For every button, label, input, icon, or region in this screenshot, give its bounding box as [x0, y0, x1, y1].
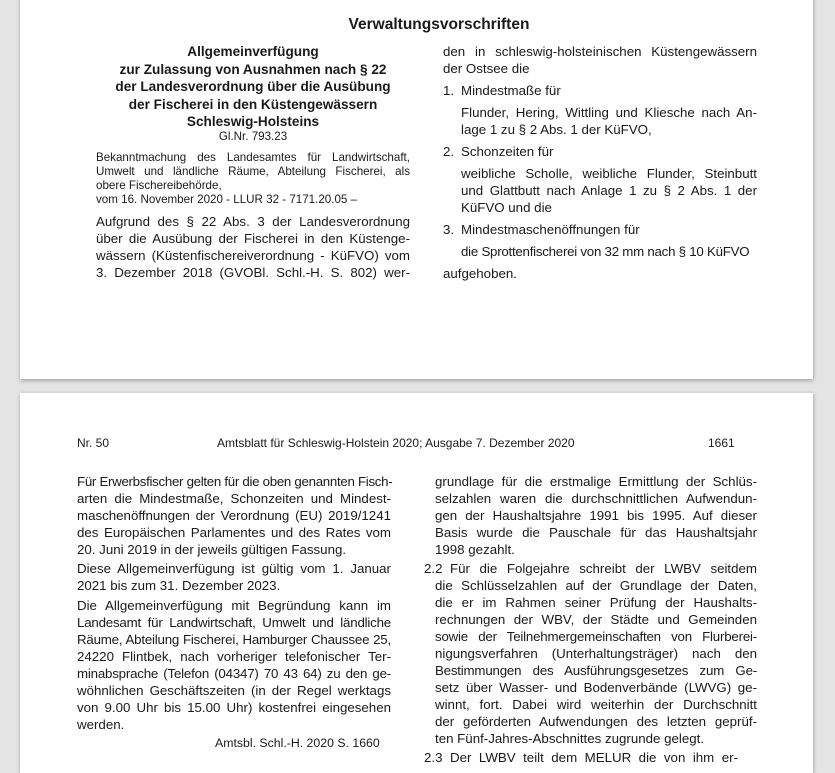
list-detail: weibliche Scholle, weibliche Flunder, Steinbutt [461, 166, 757, 181]
issue-number: Nr. 50 [77, 436, 110, 450]
body-line: arten die Mindestmaße, Schonzeiten und Mindest- [77, 491, 391, 506]
document-page-2 [20, 393, 813, 773]
page-number: 1661 [708, 436, 735, 450]
body-line: 1998 gezahlt. [435, 542, 515, 557]
document-page-1 [20, 0, 813, 379]
body-line: Der LWBV teilt dem MELUR die von ihm er- [450, 750, 738, 765]
body-line: wässern (Küstenfischereiverordnung - KüFVO) vom [96, 248, 410, 263]
body-line: die er im Rahmen seiner Prüfung der Haushalts- [435, 595, 757, 610]
body-line: grundlage für die erstmalige Ermittlung der Schlüs- [435, 474, 757, 489]
body-line: Für Erwerbsfischer gelten für die oben genannten Fisch- [77, 474, 393, 489]
list-heading: Schonzeiten für [461, 144, 554, 159]
list-detail: lage 1 zu § 2 Abs. 1 der KüFVO, [461, 122, 652, 137]
announcement-line: vom 16. November 2020 - LLUR 32 - 7171.20.05 – [96, 193, 358, 206]
body-line: 24220 Flintbek, nach vorheriger telefonischer Ter- [77, 649, 391, 664]
body-line: der geförderten Aufwendungen des letzten geprüf- [435, 714, 757, 729]
body-line: Diese Allgemeinverfügung ist gültig vom 1. Januar [77, 561, 391, 576]
body-line: winnt, fort. Dabei wird weiterhin der Durchschnitt [435, 697, 757, 712]
body-line: minabsprache (Telefon (04347) 70 43 64) zu den ge- [77, 666, 391, 681]
body-line: maschenöffnungen der Verordnung (EU) 2019/1241 [77, 508, 391, 523]
body-line: des Europäischen Parlamentes und des Rates vom [77, 525, 391, 540]
title-line: Schleswig-Holsteins [186, 114, 320, 129]
body-line: selzahlen waren die durchschnittlichen Aufwendun- [435, 491, 757, 506]
body-line: über die Ausübung der Fischerei in den Küstenge- [96, 231, 410, 246]
body-line: ten Fünf-Jahres-Abschnittes zugrunde gelegt. [435, 731, 705, 746]
list-heading: Mindestmaße für [461, 83, 561, 98]
section-title: Verwaltungsvorschriften [348, 16, 530, 33]
list-detail: die Sprottenfischerei von 32 mm nach § 10 KüFVO [461, 244, 750, 259]
title-line: der Landesverordnung über die Ausübung [115, 79, 391, 94]
body-line: Räume, Abteilung Fischerei, Hamburger Chaussee 25, [77, 632, 391, 647]
body-line: von 9.00 Uhr bis 15.00 Uhr) kostenfrei eingesehen [77, 700, 391, 715]
body-line: setz über Wasser- und Bodenverbände (LWVG) ge- [435, 680, 757, 695]
section-number: 2.3 [424, 750, 443, 765]
document-title [96, 43, 410, 131]
body-line: Basis wurde die Pauschale für das Haushaltsjahr [435, 525, 757, 540]
body-line: der Ostsee die [443, 61, 530, 76]
body-line: 3. Dezember 2018 (GVOBl. Schl.-H. S. 802) wer- [96, 265, 410, 280]
body-line: den in schleswig-holsteinischen Küstengewässern [443, 44, 757, 59]
list-detail: KüFVO und die [461, 200, 552, 215]
body-line: 20. Juni 2019 in der jeweils gültigen Fassung. [77, 542, 347, 557]
body-line: gen der Haushaltsjahre 1991 bis 1995. Auf dieser [435, 508, 757, 523]
body-line: nigungsverfahren (Unterhaltungsträger) nach den [435, 646, 757, 661]
body-line: sowie der Teilnehmergemeinschaften von Flurberei- [435, 629, 757, 644]
body-line: Landesamt für Landwirtschaft, Umwelt und ländliche [77, 615, 391, 630]
body-line: die Schlüsselzahlen auf der Grundlage der Daten, [435, 578, 757, 593]
title-line: zur Zulassung von Ausnahmen nach § 22 [119, 61, 387, 77]
title-line: der Fischerei in den Küstengewässern [128, 96, 378, 112]
section-number: 2.2 [424, 561, 443, 576]
body-line: 2021 bis zum 31. Dezember 2023. [77, 578, 281, 593]
title-line: Allgemeinverfügung [187, 44, 319, 59]
body-line: Aufgrund des § 22 Abs. 3 der Landesverordnung [96, 214, 410, 229]
body-line: Bestimmungen des Ausführungsgesetzes zum Ge- [435, 663, 757, 678]
list-detail: und Glattbutt nach Anlage 1 zu § 2 Abs. 1 der [461, 183, 757, 198]
citation: Amtsbl. Schl.-H. 2020 S. 1660 [215, 736, 380, 750]
body-line: werden. [77, 717, 125, 732]
gl-number: Gl.Nr. 793.23 [218, 130, 288, 143]
announcement-line: obere Fischereibehörde, [96, 179, 222, 192]
body-line: Für die Folgejahre schreibt der LWBV seitdem [450, 561, 757, 576]
body-line: Die Allgemeinverfügung mit Begründung kann im [77, 598, 391, 613]
list-number: 2. [443, 144, 455, 159]
closing-text: aufgehoben. [443, 266, 517, 281]
list-number: 3. [443, 222, 455, 237]
publication-title: Amtsblatt für Schleswig-Holstein 2020; Ausgabe 7. Dezember 2020 [217, 436, 575, 450]
list-number: 1. [443, 83, 455, 98]
announcement-line: Bekanntmachung des Landesamtes für Landwirtschaft, [96, 151, 410, 164]
body-line: rechnungen der WBV, der Städte und Gemeinden [435, 612, 757, 627]
body-line: wöhnlichen Geschäftszeiten (in der Regel werktags [77, 683, 391, 698]
list-detail: Flunder, Hering, Wittling und Kliesche nach An- [461, 105, 757, 120]
announcement-line: Umwelt und ländliche Räume, Abteilung Fischerei, als [96, 165, 410, 178]
list-heading: Mindestmaschenöffnungen für [461, 222, 640, 237]
